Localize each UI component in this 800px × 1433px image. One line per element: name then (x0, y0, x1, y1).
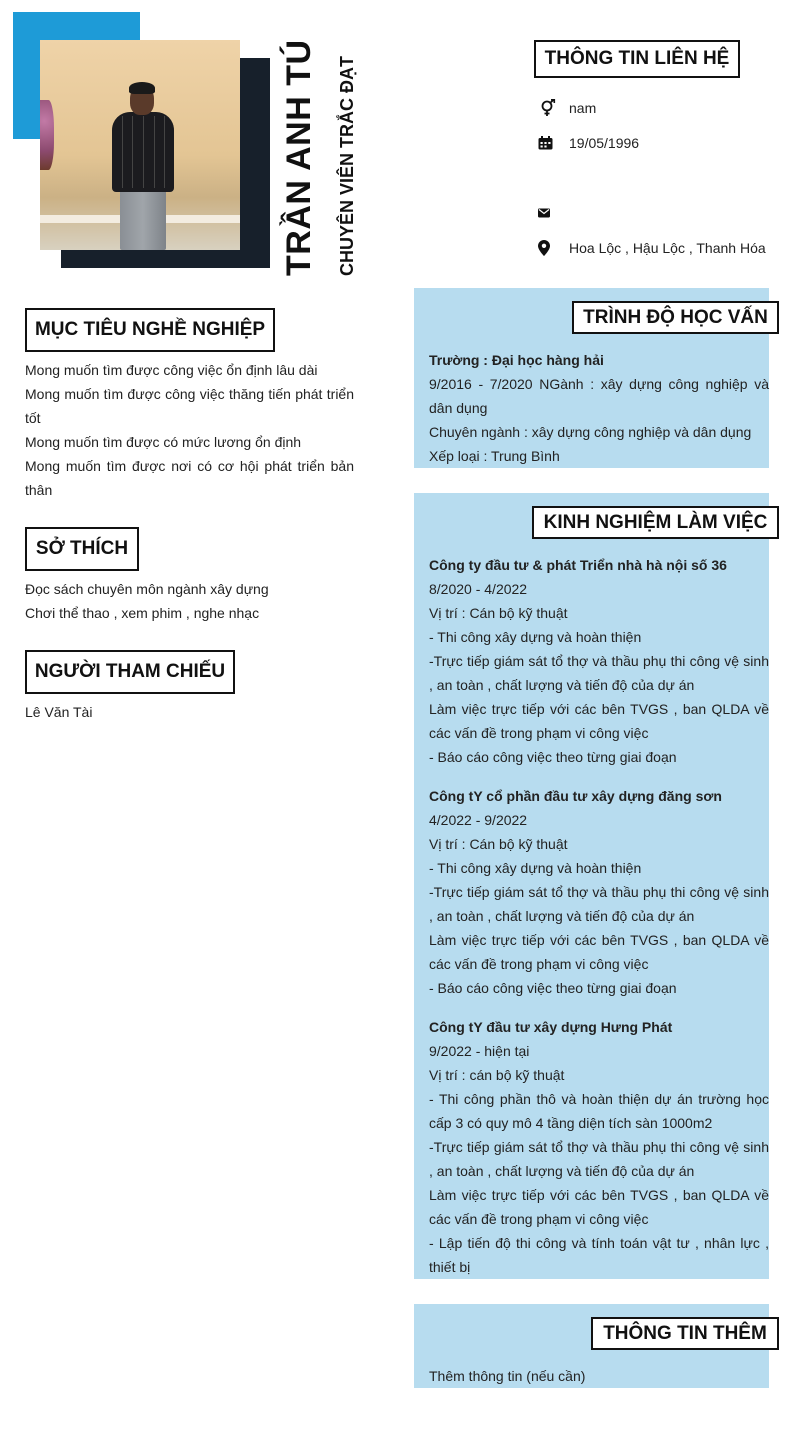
job-line: -Trực tiếp giám sát tổ thợ và thầu phụ thi công vệ sinh , an toàn , chất lượng và tiến độ của dự án (429, 1139, 769, 1179)
full-name: TRẦN ANH TÚ (280, 39, 318, 276)
contact-address (538, 238, 778, 258)
gender-value: nam (569, 100, 597, 116)
job-period: 4/2022 - 9/2022 (429, 812, 528, 828)
hobby-line: Đọc sách chuyên môn ngành xây dựng (25, 581, 269, 597)
additional-heading: THÔNG TIN THÊM (591, 1317, 779, 1350)
contact-birthday (538, 133, 778, 153)
gender-icon (538, 99, 569, 117)
education-line: 9/2016 - 7/2020 NGành : xây dựng công nghiệp và dân dụng (429, 376, 769, 416)
job-line: Làm việc trực tiếp với các bên TVGS , ban QLDA về các vấn đề trong phạm vi công việc (429, 932, 769, 972)
job-line: Vị trí : Cán bộ kỹ thuật (429, 836, 568, 852)
job-period: 8/2020 - 4/2022 (429, 581, 528, 597)
job-line: - Thi công phần thô và hoàn thiện dự án trường học cấp 3 có quy mô 4 tầng diện tích sàn 1000m2 (429, 1091, 769, 1131)
objective-heading: MỤC TIÊU NGHỀ NGHIỆP (25, 308, 275, 352)
education-heading: TRÌNH ĐỘ HỌC VẤN (572, 301, 779, 334)
contact-phone (538, 168, 778, 188)
contact-email (538, 203, 778, 223)
job-line: Làm việc trực tiếp với các bên TVGS , ban QLDA về các vấn đề trong phạm vi công việc (429, 701, 769, 741)
job-line: Làm việc trực tiếp với các bên TVGS , ban QLDA về các vấn đề trong phạm vi công việc (429, 1187, 769, 1227)
job-company: Công ty đầu tư & phát Triển nhà hà nội số 36 (429, 557, 727, 573)
objective-line: Mong muốn tìm được công việc thăng tiến phát triển tốt (25, 386, 354, 426)
experience-content (429, 553, 769, 1279)
avatar (40, 40, 240, 250)
additional-text: Thêm thông tin (nếu cần) (429, 1368, 586, 1384)
birthday-value: 19/05/1996 (569, 135, 640, 151)
address-value: Hoa Lộc , Hậu Lộc , Thanh Hóa (569, 240, 766, 256)
job-line: - Thi công xây dựng và hoàn thiện (429, 629, 642, 645)
job-title: CHUYÊN VIÊN TRẮC ĐẠT (337, 55, 357, 276)
hobbies-heading: SỞ THÍCH (25, 527, 139, 571)
hobbies-list (25, 577, 354, 625)
contact-gender (538, 98, 778, 118)
references-list (25, 700, 354, 724)
objective-line: Mong muốn tìm được có mức lương ổn định (25, 434, 302, 450)
job-line: - Báo cáo công việc theo từng giai đoạn (429, 749, 677, 765)
map-marker-icon (538, 240, 569, 256)
hobby-line: Chơi thể thao , xem phim , nghe nhạc (25, 605, 260, 621)
job-line: - Thi công xây dựng và hoàn thiện (429, 860, 642, 876)
job-company: Công tY đầu tư xây dựng Hưng Phát (429, 1019, 673, 1035)
job-line: Vị trí : Cán bộ kỹ thuật (429, 605, 568, 621)
job-line: -Trực tiếp giám sát tổ thợ và thầu phụ thi công vệ sinh , an toàn , chất lượng và tiến độ của dự án (429, 653, 769, 693)
envelope-icon (538, 208, 569, 218)
additional-content (429, 1364, 769, 1388)
reference-line: Lê Văn Tài (25, 704, 93, 720)
job-line: - Lập tiến độ thi công và tính toán vật tư , nhân lực , thiết bị (429, 1235, 769, 1275)
objective-line: Mong muốn tìm được nơi có cơ hội phát triển bản thân (25, 458, 354, 498)
references-heading: NGƯỜI THAM CHIẾU (25, 650, 235, 694)
experience-heading: KINH NGHIỆM LÀM VIỆC (532, 506, 779, 539)
objective-list (25, 358, 354, 502)
job-period: 9/2022 - hiện tại (429, 1043, 530, 1059)
objective-line: Mong muốn tìm được công việc ổn định lâu dài (25, 362, 318, 378)
job-line: -Trực tiếp giám sát tổ thợ và thầu phụ thi công vệ sinh , an toàn , chất lượng và tiến độ của dự án (429, 884, 769, 924)
contact-heading: THÔNG TIN LIÊN HỆ (534, 40, 740, 78)
job-company: Công tY cổ phần đầu tư xây dựng đăng sơn (429, 788, 722, 804)
education-content (429, 348, 769, 468)
education-line: Chuyên ngành : xây dựng công nghiệp và dân dụng (429, 424, 752, 440)
calendar-icon (538, 136, 569, 150)
job-line: - Báo cáo công việc theo từng giai đoạn (429, 980, 677, 996)
job-line: Vị trí : cán bộ kỹ thuật (429, 1067, 565, 1083)
education-line: Xếp loại : Trung Bình (429, 448, 560, 464)
education-school: Trường : Đại học hàng hải (429, 352, 604, 368)
